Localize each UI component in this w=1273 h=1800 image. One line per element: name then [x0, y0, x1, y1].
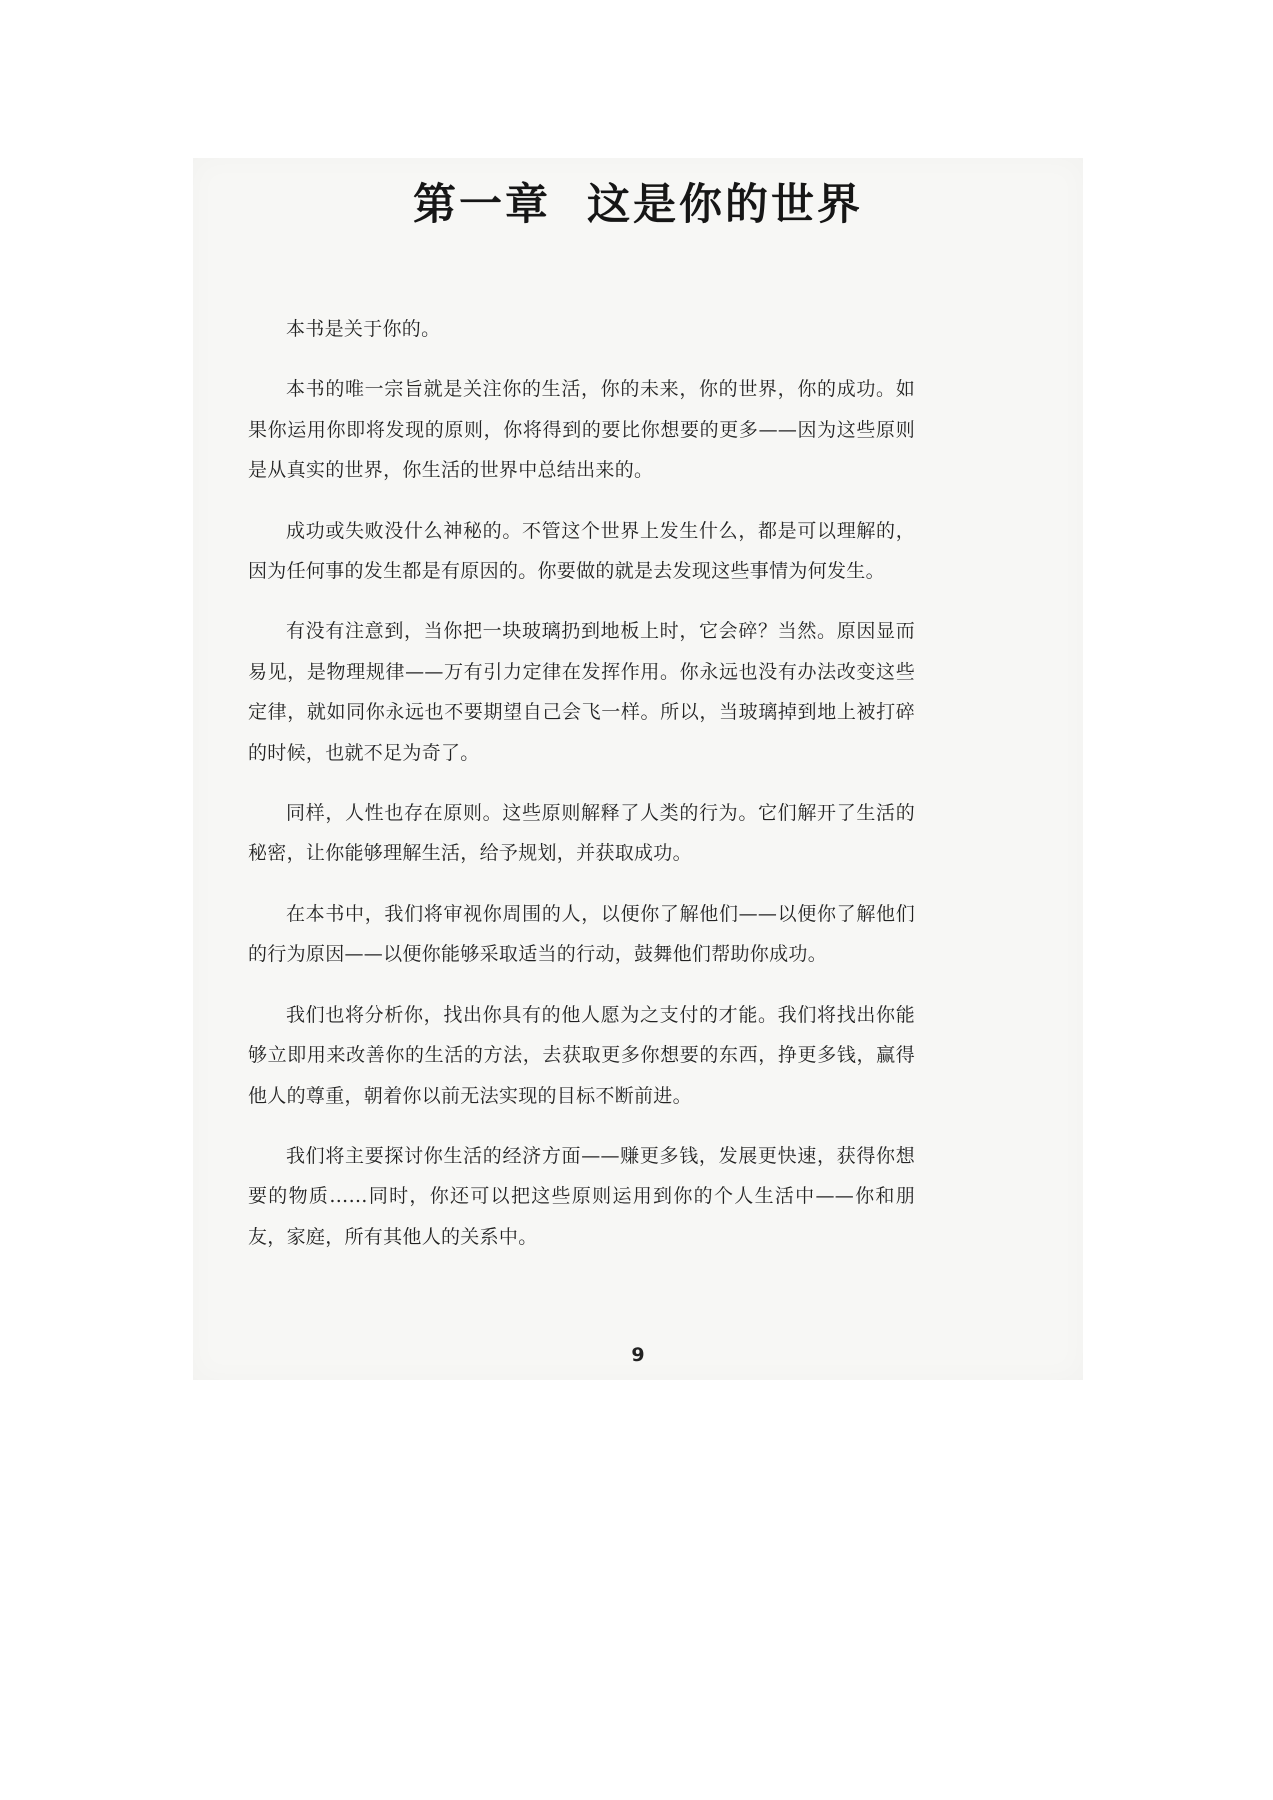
paragraph-1: 本书是关于你的。 [286, 318, 441, 340]
paragraph-3: 成功或失败没什么神秘的。不管这个世界上发生什么，都是可以理解的，因为任何事的发生都是有原因的。你要做的就是去发现这些事情为何发生。 [248, 519, 915, 583]
paragraph-4: 有没有注意到，当你把一块玻璃扔到地板上时，它会碎？当然。原因显而易见，是物理规律——万有引力定律在发挥作用。你永远也没有办法改变这些定律，就如同你永远也不要期望自己会飞一样。所以，当玻璃掉到地上被打碎的时候，也就不足为奇了。 [248, 620, 915, 764]
chapter-body [248, 309, 915, 1277]
paragraph-7: 我们也将分析你，找出你具有的他人愿为之支付的才能。我们将找出你能够立即用来改善你的生活的方法，去获取更多你想要的东西，挣更多钱，赢得他人的尊重，朝着你以前无法实现的目标不断前进。 [248, 1003, 915, 1107]
paragraph-6: 在本书中，我们将审视你周围的人，以便你了解他们——以便你了解他们的行为原因——以便你能够采取适当的行动，鼓舞他们帮助你成功。 [248, 902, 915, 966]
paragraph-5: 同样，人性也存在原则。这些原则解释了人类的行为。它们解开了生活的秘密，让你能够理解生活，给予规划，并获取成功。 [248, 802, 915, 865]
chapter-title: 第一章 这是你的世界 [413, 180, 863, 230]
paragraph-2: 本书的唯一宗旨就是关注你的生活，你的未来，你的世界，你的成功。如果你运用你即将发现的原则，你将得到的要比你想要的更多——因为这些原则是从真实的世界，你生活的世界中总结出来的。 [248, 378, 915, 482]
scanned-page [193, 158, 1083, 1380]
paragraph-8: 我们将主要探讨你生活的经济方面——赚更多钱，发展更快速，获得你想要的物质……同时，你还可以把这些原则运用到你的个人生活中——你和朋友，家庭，所有其他人的关系中。 [248, 1144, 915, 1248]
page-number: 9 [631, 1344, 645, 1366]
